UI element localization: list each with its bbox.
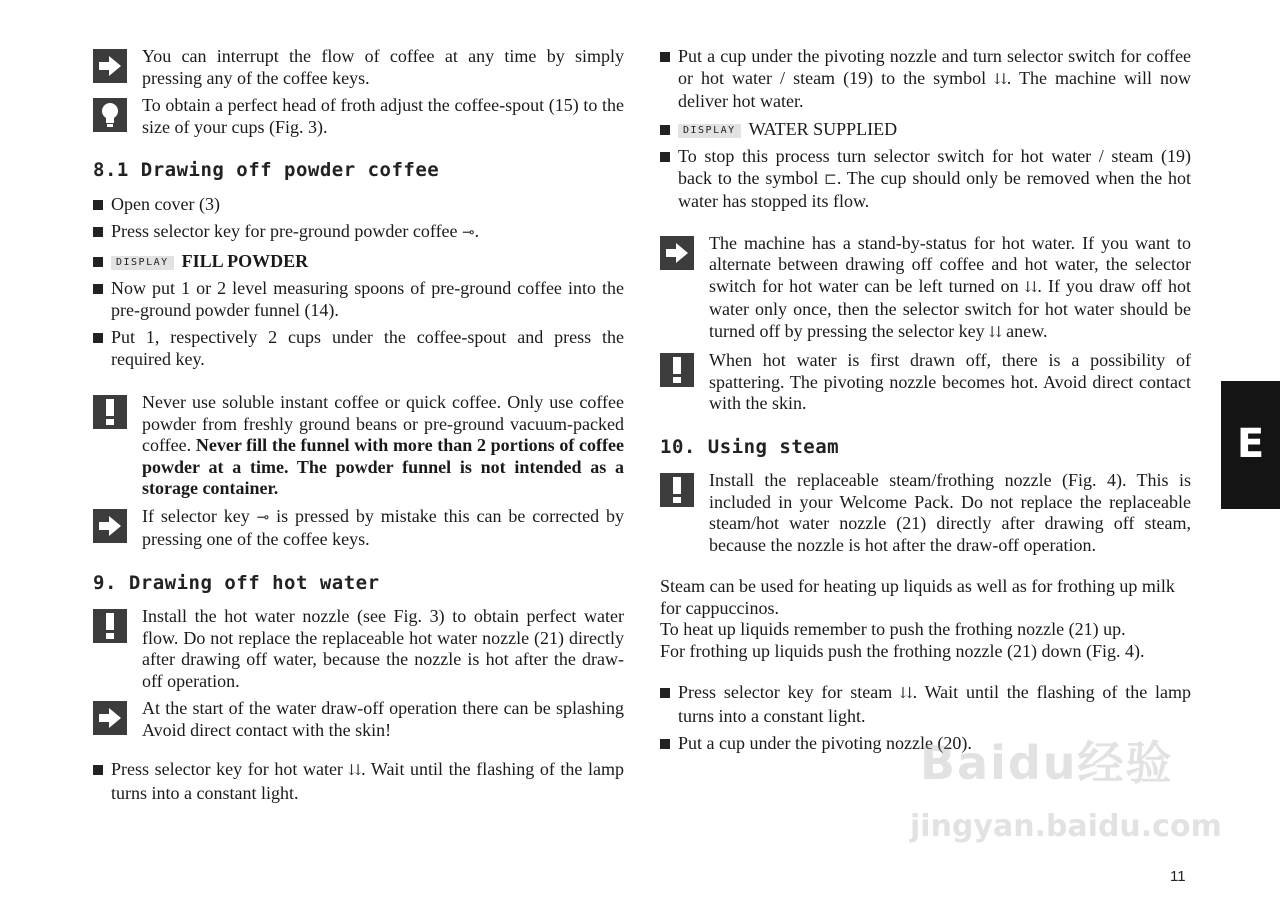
list-item: Press selector key for steam ⇊. Wait until the flashing of the lamp turns into a constant light.	[660, 682, 1191, 727]
exclamation-icon	[660, 353, 694, 387]
tip-text: To obtain a perfect head of froth adjust the coffee-spout (15) to the size of your cups (Fig. 3).	[142, 95, 624, 137]
hot-water-icon: ⇊	[989, 324, 1002, 341]
exclamation-icon	[93, 609, 127, 643]
steam-icon: ⇊	[900, 686, 913, 702]
hot-water-icon: ⇊	[994, 71, 1007, 88]
note-standby: The machine has a stand-by-status for hot water. If you want to alternate between drawing off coffee and hot water, the selector switch for hot water can be left turned on ⇊. If you draw off hot water only once, then the selector switch for hot water should be turned off by pressing the selector key ⇊ anew.	[660, 233, 1191, 345]
tip-froth	[93, 95, 624, 138]
list-item: Put 1, respectively 2 cups under the coffee-spout and press the required key.	[93, 327, 624, 370]
bullet-square-icon	[93, 257, 103, 267]
list-item: Now put 1 or 2 level measuring spoons of pre-ground coffee into the pre-ground powder funnel (14).	[93, 278, 624, 321]
list-item: Press selector key for hot water ⇊. Wait until the flashing of the lamp turns into a constant light.	[93, 759, 624, 804]
list-item-display	[660, 119, 1191, 141]
note-splashing: At the start of the water draw-off operation there can be splashing Avoid direct contact with the skin!	[93, 698, 624, 741]
watermark-logo: Baidu经验	[920, 736, 1174, 790]
list-item: Put a cup under the pivoting nozzle and turn selector switch for coffee or hot water / steam (19) to the symbol ⇊. The machine will now deliver hot water.	[660, 46, 1191, 113]
list-item: Put a cup under the pivoting nozzle (20).	[660, 733, 1191, 755]
section-heading-10: 10. Using steam	[660, 435, 840, 458]
hot-water-icon: ⇊	[348, 763, 362, 779]
section-heading-8-1: 8.1 Drawing off powder coffee	[93, 159, 440, 181]
hot-water-icon: ⇊	[1024, 279, 1038, 296]
section-heading-9: 9. Drawing off hot water	[93, 571, 380, 594]
bullet-square-icon	[93, 200, 103, 210]
display-message: FILL POWDER	[181, 250, 309, 271]
language-tab: E	[1221, 381, 1280, 509]
exclamation-icon	[660, 473, 694, 507]
bullet-square-icon	[93, 284, 103, 294]
arrow-right-icon	[93, 509, 127, 543]
arrow-right-icon	[93, 49, 127, 83]
watermark-url: jingyan.baidu.com	[910, 809, 1222, 844]
bullet-square-icon	[93, 333, 103, 343]
bullet-square-icon	[93, 227, 103, 237]
list-item: To stop this process turn selector switch for hot water / steam (19) back to the symbol ⊏. The cup should only be removed when the hot water has stopped its flow.	[660, 146, 1191, 213]
bullet-square-icon	[660, 739, 670, 749]
bullet-square-icon	[660, 125, 670, 135]
arrow-right-icon	[660, 236, 694, 270]
warning-spattering: When hot water is first drawn off, there is a possibility of spattering. The pivoting nozzle becomes hot. Avoid direct contact with the skin.	[660, 350, 1191, 415]
warning-hot-water: Install the hot water nozzle (see Fig. 3) to obtain perfect water flow. Do not replace the replaceable hot water nozzle (21) directly after drawing off water, because the nozzle is hot after the draw-off operation.	[93, 606, 624, 692]
list-item: Open cover (3)	[93, 194, 624, 216]
arrow-right-icon	[93, 701, 127, 735]
warning-powder: Never use soluble instant coffee or quick coffee. Only use coffee powder from freshly ground beans or pre-ground vacuum-packed coffee. Never fill the funnel with more than 2 portions of coffee powder at a time. The powder funnel is not intended as a storage container.	[93, 392, 624, 500]
note-mistake: If selector key ⊸ is pressed by mistake this can be corrected by pressing one of the coffee keys.	[93, 506, 624, 551]
exclamation-icon	[93, 395, 127, 429]
display-label: DISPLAY	[111, 256, 174, 270]
bullet-square-icon	[660, 688, 670, 698]
bullet-square-icon	[93, 765, 103, 775]
list-item: Press selector key for pre-ground powder coffee ⊸.	[93, 221, 624, 245]
right-column	[660, 46, 1191, 761]
display-message: WATER SUPPLIED	[748, 118, 898, 139]
bullet-square-icon	[660, 152, 670, 162]
bullet-square-icon	[660, 52, 670, 62]
warning-steam-nozzle: Install the replaceable steam/frothing nozzle (Fig. 4). This is included in your Welcome Pack. Do not replace the replaceable steam/hot water nozzle (21) directly after drawing off steam, because the nozzle is hot after the draw-off operation.	[660, 470, 1191, 556]
powder-coffee-icon: ⊸	[256, 509, 270, 526]
list-item-display	[93, 251, 624, 273]
page-number: 11	[1170, 868, 1186, 885]
display-label: DISPLAY	[678, 124, 741, 138]
powder-coffee-icon: ⊸	[462, 225, 475, 241]
cup-icon: ⊏	[824, 171, 837, 188]
note-text: You can interrupt the flow of coffee at any time by simply pressing any of the coffee keys.	[142, 46, 624, 88]
left-column	[93, 46, 624, 810]
note-interrupt	[93, 46, 624, 89]
lightbulb-icon	[93, 98, 127, 132]
paragraph-steam-uses: Steam can be used for heating up liquids as well as for frothing up milk for cappuccinos. To heat up liquids remember to push the frothing nozzle (21) up. For frothing up liquids push the frothing nozzle (21) down (Fig. 4).	[660, 576, 1175, 661]
